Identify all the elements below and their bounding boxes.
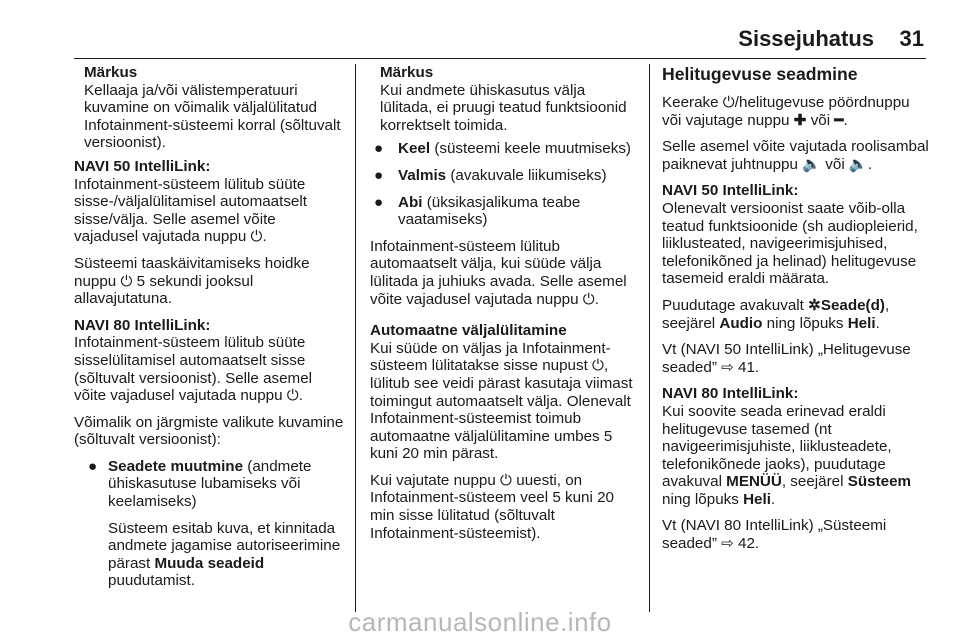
note-title: Märkus bbox=[380, 64, 434, 81]
text: ning lõpuks bbox=[662, 490, 744, 508]
page-header bbox=[0, 0, 960, 56]
page-title: Sissejuhatus bbox=[738, 26, 874, 51]
paragraph: Kui süüde on väljas ja Infotainment-süsteem lülitatakse sisse nupust ⏻, lülitub see veidi pärast kasutaja viimast toimingut automaatselt välja. Olenevalt Infotainment-süsteemist toimub automaatne väljalülitamine umbes 5 kuni 20 min pärast. bbox=[370, 339, 633, 463]
system-label: Süsteem bbox=[847, 473, 912, 491]
list-item-bold: Seadete muutmine bbox=[108, 457, 244, 475]
column-divider-1 bbox=[355, 64, 356, 612]
text: või bbox=[806, 111, 835, 129]
text: Puudutage avakuvalt bbox=[662, 296, 809, 314]
paragraph: Olenevalt versioonist saate võib-olla teatud funktsioonide (sh audiopleierid, liiklusteated, navigeerimisjuhised, telefonikõned ja helinad) helitugevuse tasemeid eraldi määrata. bbox=[662, 199, 918, 288]
paragraph bbox=[662, 297, 930, 332]
bullet-icon: ● bbox=[374, 166, 384, 184]
sound-label: Heli bbox=[743, 490, 771, 508]
paragraph: Infotainment-süsteem lülitub automaatselt välja, kui süüde välja lülitada ja juhiuks avada. Selle asemel võite vajadusel vajutada nuppu ⏻. bbox=[370, 237, 627, 308]
note-text: Kellaaja ja/või välistemperatuuri kuvamine on võimalik väljalülitatud Infotainment-süsteemi korral (sõltuvalt versioonist). bbox=[84, 81, 341, 152]
list-item bbox=[370, 194, 640, 229]
paragraph: Süsteemi taaskäivitamiseks hoidke nuppu ⏻ 5 sekundi jooksul allavajutatuna. bbox=[74, 254, 310, 308]
paragraph: Võimalik on järgmiste valikute kuvamine (sõltuvalt versioonist): bbox=[74, 413, 344, 449]
detail-end: puudutamist. bbox=[108, 572, 195, 590]
detail-bold: Muuda seadeid bbox=[154, 554, 265, 572]
bullet-icon: ● bbox=[374, 140, 384, 158]
menu-label: MENÜÜ bbox=[726, 473, 782, 491]
text: . bbox=[770, 490, 776, 508]
bullet-icon: ● bbox=[88, 457, 98, 475]
paragraph bbox=[662, 94, 930, 129]
detail-text: Süsteem esitab kuva, et kinnitada andmete jagamise autoriseerimine pärast bbox=[108, 519, 341, 572]
paragraph: Infotainment-süsteem lülitub süüte sisse-/väljalülitamisel automaatselt sisse/välja. Selle asemel võite vajadusel vajutada nuppu ⏻. bbox=[74, 175, 307, 246]
paragraph: Selle asemel võite vajutada roolisambal paiknevat juhtnuppu 🔈 või 🔈. bbox=[662, 138, 929, 173]
section-title-navi50: NAVI 50 IntelliLink: bbox=[74, 157, 211, 175]
text: ning lõpuks bbox=[762, 314, 848, 332]
list-item-text: (avakuvale liikumiseks) bbox=[446, 166, 607, 184]
bullet-icon: ● bbox=[374, 193, 384, 211]
paragraph: Vt (NAVI 50 IntelliLink) „Helitugevuse seaded” ⇨ 41. bbox=[662, 341, 911, 376]
note-box bbox=[370, 64, 640, 134]
list-item-text: (süsteemi keele muutmiseks) bbox=[430, 140, 631, 158]
text: , seejärel bbox=[662, 296, 890, 332]
header-rule bbox=[74, 58, 926, 59]
paragraph: Infotainment-süsteem lülitub süüte sisselülitamisel automaatselt sisse (sõltuvalt versioonist). Selle asemel võite vajadusel vajutada nuppu ⏻. bbox=[74, 334, 313, 405]
page-number: 31 bbox=[899, 26, 924, 51]
list-item bbox=[370, 140, 640, 158]
list-item-bold: Abi bbox=[398, 193, 423, 211]
plus-icon: ✚ bbox=[793, 111, 807, 129]
list-item-bold: Keel bbox=[398, 140, 431, 158]
minus-icon: ━ bbox=[834, 111, 844, 129]
section-title-navi80: NAVI 80 IntelliLink: bbox=[662, 385, 799, 403]
list-item-detail bbox=[74, 520, 344, 590]
list-item-text: (andmete ühiskasutuse lubamiseks või keelamiseks) bbox=[108, 457, 312, 511]
column-1 bbox=[74, 64, 344, 599]
column-divider-2 bbox=[649, 64, 650, 612]
text: , seejärel bbox=[781, 473, 848, 491]
audio-label: Audio bbox=[719, 314, 763, 332]
list-item-text: (üksikasjalikuma teabe vaatamiseks) bbox=[398, 193, 581, 229]
text: . bbox=[843, 111, 848, 129]
section-title-navi50: NAVI 50 IntelliLink: bbox=[662, 182, 799, 200]
paragraph: Kui vajutate nuppu ⏻ uuesti, on Infotainment-süsteem veel 5 kuni 20 min sisse lülitatud (sõltuvalt Infotainment-süsteemist). bbox=[370, 471, 614, 542]
paragraph: Vt (NAVI 80 IntelliLink) „Süsteemi seaded” ⇨ 42. bbox=[662, 517, 887, 553]
watermark: carmanualsonline.info bbox=[348, 607, 612, 637]
sound-label: Heli bbox=[847, 314, 876, 332]
text: . bbox=[875, 314, 880, 332]
list-item bbox=[74, 458, 344, 511]
column-2 bbox=[370, 64, 640, 551]
text: Kui soovite seada erinevad eraldi helitugevuse tasemed (nt navigeerimisjuhiste, liiklusteadete, telefonikõnede jaoks), puudutage avakuval bbox=[662, 402, 892, 491]
column-3 bbox=[662, 64, 930, 562]
list-item bbox=[370, 167, 640, 185]
settings-label: Seade(d) bbox=[820, 296, 885, 314]
gear-icon: ✲ bbox=[808, 296, 821, 314]
section-title-navi80: NAVI 80 IntelliLink: bbox=[74, 316, 211, 334]
note-box bbox=[74, 64, 344, 152]
note-text: Kui andmete ühiskasutus välja lülitada, ei pruugi teatud funktsioonid korrektselt toimida. bbox=[380, 81, 627, 134]
paragraph bbox=[662, 403, 930, 509]
list-item-bold: Valmis bbox=[398, 166, 447, 184]
section-title-auto-off: Automaatne väljalülitamine bbox=[370, 322, 567, 340]
text: Keerake ⏻/helitugevuse pöördnuppu või vajutage nuppu bbox=[662, 94, 910, 129]
section-heading: Helitugevuse seadmine bbox=[662, 64, 858, 84]
note-title: Märkus bbox=[84, 64, 138, 81]
